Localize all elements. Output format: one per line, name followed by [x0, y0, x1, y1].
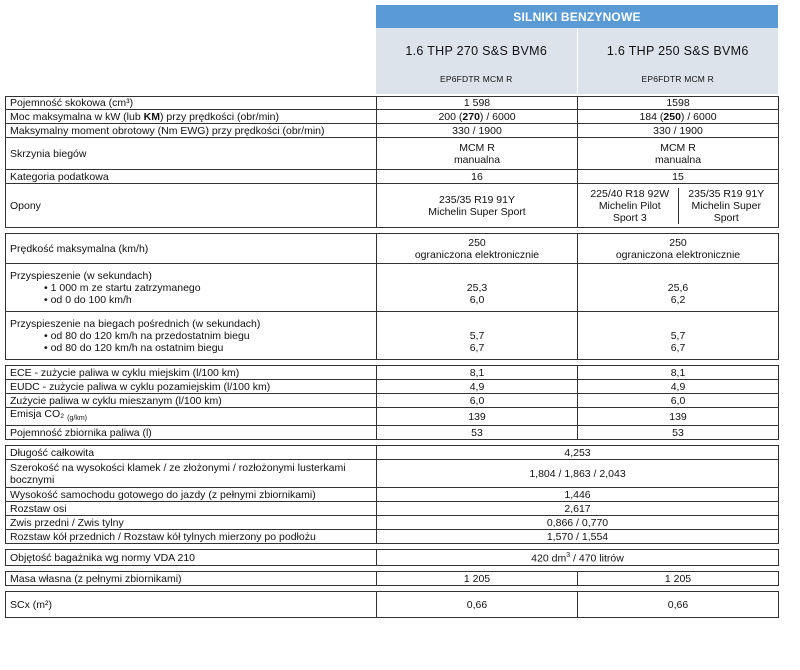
cell-value: 1,804 / 1,863 / 2,043: [377, 460, 779, 488]
section-header: SILNIKI BENZYNOWE: [376, 5, 778, 28]
cell-value: 53: [578, 426, 779, 440]
cell-value: 15: [578, 170, 779, 184]
cell-value: 250 ograniczona elektronicznie: [578, 234, 779, 264]
row-label: ECE - zużycie paliwa w cyklu miejskim (l/100 km): [6, 366, 377, 380]
row-label: Rozstaw osi: [6, 502, 377, 516]
cell-value: 184 (250) / 6000: [578, 110, 779, 124]
cell-value: 16: [377, 170, 578, 184]
engine-header: [376, 28, 778, 94]
row-label: Pojemność zbiornika paliwa (l): [6, 426, 377, 440]
row-label: Przyspieszenie na biegach pośrednich (w sekundach) • od 80 do 120 km/h na przedostatnim biegu • od 80 do 120 km/h na ostatnim biegu: [6, 312, 377, 360]
cell-value: 25,3 6,0: [377, 264, 578, 312]
cell-value: 1,570 / 1,554: [377, 530, 779, 544]
table-row: [6, 550, 779, 566]
cell-value: 8,1: [578, 366, 779, 380]
table-row: [6, 408, 779, 426]
cell-value: 139: [578, 408, 779, 426]
tyre-option: 235/35 R19 91Y Michelin Super Sport: [678, 188, 775, 224]
table-row: [6, 426, 779, 440]
table-row: [6, 502, 779, 516]
cell-value: 53: [377, 426, 578, 440]
table-row: [6, 572, 779, 586]
row-label: Emisja CO₂ $_{(g/km)}$: [6, 408, 377, 426]
cell-value: [578, 184, 779, 228]
engine-name: 1.6 THP 270 S&S BVM6: [405, 44, 548, 58]
sub-label: • od 80 do 120 km/h na przedostatnim biegu: [44, 329, 250, 342]
cell-value: 4,9: [377, 380, 578, 394]
spec-table: [5, 96, 779, 618]
cell-value: 6,0: [377, 394, 578, 408]
sub-label: • 1 000 m ze startu zatrzymanego: [44, 281, 201, 294]
row-label: Szerokość na wysokości klamek / ze złożonymi / rozłożonymi lusterkami bocznymi: [6, 460, 377, 488]
row-label: EUDC - zużycie paliwa w cyklu pozamiejskim (l/100 km): [6, 380, 377, 394]
row-label: Skrzynia biegów: [6, 138, 377, 170]
engine-name: 1.6 THP 250 S&S BVM6: [606, 44, 749, 58]
cell-value: 330 / 1900: [578, 124, 779, 138]
cell-value: 6,0: [578, 394, 779, 408]
table-row: [6, 530, 779, 544]
table-row: [6, 488, 779, 502]
row-label: Wysokość samochodu gotowego do jazdy (z pełnymi zbiornikami): [6, 488, 377, 502]
cell-value: MCM R manualna: [377, 138, 578, 170]
row-label: Maksymalny moment obrotowy (Nm EWG) przy prędkości (obr/min): [6, 124, 377, 138]
table-row: [6, 124, 779, 138]
sub-label: • od 80 do 120 km/h na ostatnim biegu: [44, 341, 224, 354]
cell-value: 0,866 / 0,770: [377, 516, 779, 530]
row-label: Pojemność skokowa (cm³): [6, 97, 377, 110]
cell-value: 139: [377, 408, 578, 426]
table-row: [6, 110, 779, 124]
table-row: [6, 97, 779, 110]
row-label: Kategoria podatkowa: [6, 170, 377, 184]
cell-value: 1 205: [578, 572, 779, 586]
engine-column-1: [376, 28, 577, 94]
row-label: Objętość bagażnika wg normy VDA 210: [6, 550, 377, 566]
row-label: Moc maksymalna w kW (lub KM) przy prędkości (obr/min): [6, 110, 377, 124]
cell-value: 200 (270) / 6000: [377, 110, 578, 124]
table-row: [6, 446, 779, 460]
cell-value: 0,66: [578, 592, 779, 618]
cell-value: 1,446: [377, 488, 779, 502]
cell-value: 5,7 6,7: [578, 312, 779, 360]
cell-value: 5,7 6,7: [377, 312, 578, 360]
table-row: [6, 460, 779, 488]
tyre-options: [582, 188, 774, 224]
table-row: [6, 184, 779, 228]
cell-value: 330 / 1900: [377, 124, 578, 138]
cell-value: 250 ograniczona elektronicznie: [377, 234, 578, 264]
engine-code: EP6FDTR MCM R: [440, 74, 513, 84]
row-label: Masa własna (z pełnymi zbiornikami): [6, 572, 377, 586]
table-row: [6, 170, 779, 184]
row-label: Rozstaw kół przednich / Rozstaw kół tylnych mierzony po podłożu: [6, 530, 377, 544]
table-row: [6, 366, 779, 380]
cell-value: 25,6 6,2: [578, 264, 779, 312]
engine-code: EP6FDTR MCM R: [641, 74, 714, 84]
table-row: [6, 138, 779, 170]
cell-value: MCM R manualna: [578, 138, 779, 170]
cell-value: 235/35 R19 91Y Michelin Super Sport: [377, 184, 578, 228]
row-label: Zużycie paliwa w cyklu mieszanym (l/100 km): [6, 394, 377, 408]
engine-column-2: [577, 28, 779, 94]
cell-value: 4,9: [578, 380, 779, 394]
table-row: [6, 312, 779, 360]
row-label: Przyspieszenie (w sekundach) • 1 000 m ze startu zatrzymanego • od 0 do 100 km/h: [6, 264, 377, 312]
cell-value: 8,1: [377, 366, 578, 380]
cell-value: 1598: [578, 97, 779, 110]
tyre-option: 225/40 R18 92W Michelin Pilot Sport 3: [590, 187, 670, 224]
table-row: [6, 380, 779, 394]
cell-value: 0,66: [377, 592, 578, 618]
row-label: Opony: [6, 184, 377, 228]
table-row: [6, 592, 779, 618]
table-row: [6, 264, 779, 312]
table-row: [6, 394, 779, 408]
row-label: Prędkość maksymalna (km/h): [6, 234, 377, 264]
cell-value: 1 598: [377, 97, 578, 110]
table-row: [6, 516, 779, 530]
row-label: Długość całkowita: [6, 446, 377, 460]
cell-value: 420 $dm^3 / 470$ litrów: [377, 550, 779, 566]
cell-value: 1 205: [377, 572, 578, 586]
cell-value: 4,253: [377, 446, 779, 460]
cell-value: 2,617: [377, 502, 779, 516]
row-label: SCx (m²): [6, 592, 377, 618]
sub-label: • od 0 do 100 km/h: [44, 293, 132, 306]
row-label: Zwis przedni / Zwis tylny: [6, 516, 377, 530]
table-row: [6, 234, 779, 264]
